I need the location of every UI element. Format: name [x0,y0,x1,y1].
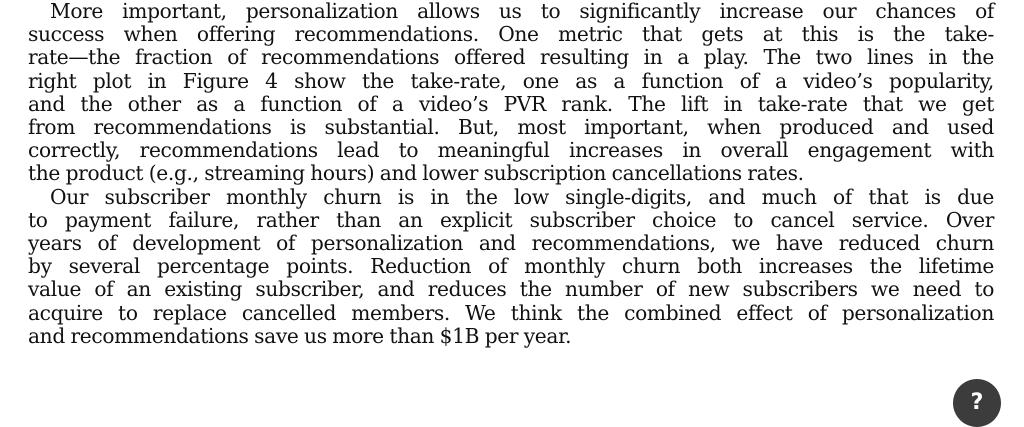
text-line: to payment failure, rather than an explicit subscriber choice to cancel service. Over [28,207,994,232]
text-line: correctly, recommendations lead to meaningful increases in overall engagement with [28,138,994,163]
text-line: value of an existing subscriber, and reduces the number of new subscribers we need to [28,277,994,302]
question-mark-icon: ? [970,390,984,415]
text-line: by several percentage points. Reduction of monthly churn both increases the lifetime [28,254,994,279]
text-line: years of development of personalization and recommendations, we have reduced churn [28,231,994,256]
text-line: and the other as a function of a video’s PVR rank. The lift in take-rate that we get [28,91,994,116]
text-line: More important, personalization allows us to significantly increase our chances of [50,0,994,23]
text-line: from recommendations is substantial. But, most important, when produced and used [28,115,994,140]
document-body [6,0,994,348]
paragraph-personalization [6,0,994,186]
text-line: right plot in Figure 4 show the take-rate, one as a function of a video’s popularity, [28,68,994,93]
text-line: and recommendations save us more than $1B per year. [28,323,572,348]
text-line: Our subscriber monthly churn is in the low single-digits, and much of that is due [50,184,994,209]
paragraph-churn [6,186,994,348]
text-line: success when offering recommendations. One metric that gets at this is the take- [28,22,994,47]
text-line: acquire to replace cancelled members. We think the combined effect of personalization [28,300,994,325]
help-button[interactable] [953,379,1001,427]
text-line: the product (e.g., streaming hours) and lower subscription cancellations rates. [28,161,804,186]
text-line: rate—the fraction of recommendations offered resulting in a play. The two lines in the [28,45,994,70]
